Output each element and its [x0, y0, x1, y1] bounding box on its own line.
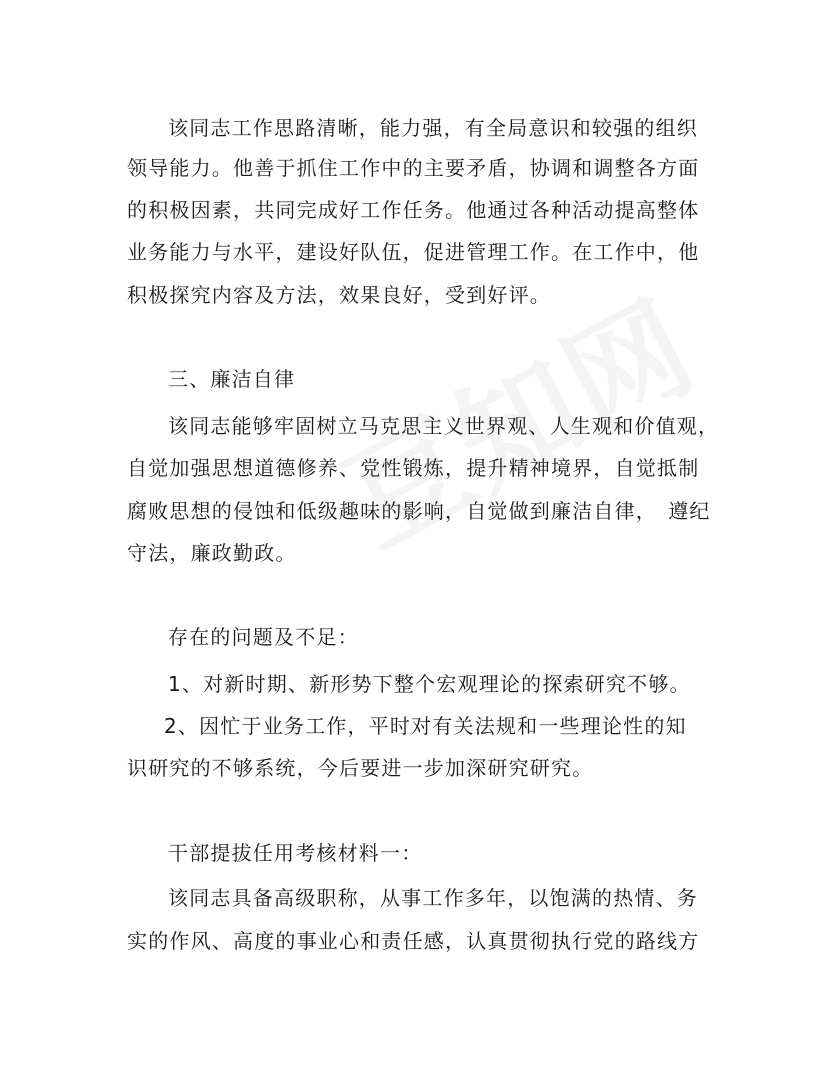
appraisal-section-title: 干部提拔任用考核材料一： [168, 841, 423, 865]
paragraph-3-line-1: 该同志具备高级职称，从事工作多年，以饱满的热情、务 [168, 886, 698, 910]
paragraph-2-line-2: 自觉加强思想道德修养、党性锻炼，提升精神境界，自觉抵制 [127, 456, 700, 480]
problem-1: 1、对新时期、新形势下整个宏观理论的探索研究不够。 [168, 672, 691, 696]
section-heading-integrity: 三、廉洁自律 [168, 367, 296, 391]
paragraph-3-line-2: 实的作风、高度的事业心和责任感，认真贯彻执行党的路线方 [127, 929, 700, 953]
paragraph-1-line-2: 领导能力。他善于抓住工作中的主要矛盾，协调和调整各方面 [127, 156, 700, 180]
paragraph-2-line-4: 守法，廉政勤政。 [127, 541, 297, 565]
paragraph-1-line-3: 的积极因素，共同完成好工作任务。他通过各种活动提高整体 [127, 198, 700, 222]
paragraph-1-line-4: 业务能力与水平，建设好队伍，促进管理工作。在工作中，他 [127, 240, 700, 264]
problem-2-line-1: 2、因忙于业务工作，平时对有关法规和一些理论性的知 [164, 714, 687, 738]
paragraph-1-line-1: 该同志工作思路清晰，能力强，有全局意识和较强的组织 [168, 116, 698, 140]
paragraph-2-line-3: 腐败思想的侵蚀和低级趣味的影响，自觉做到廉洁自律， 遵纪 [127, 499, 711, 523]
paragraph-2-line-1: 该同志能够牢固树立马克思主义世界观、人生观和价值观， [168, 414, 720, 438]
paragraph-1-line-5: 积极探究内容及方法，效果良好，受到好评。 [127, 283, 551, 307]
problems-title: 存在的问题及不足： [168, 625, 359, 649]
problem-2-line-2: 识研究的不够系统，今后要进一步加深研究研究。 [127, 756, 594, 780]
